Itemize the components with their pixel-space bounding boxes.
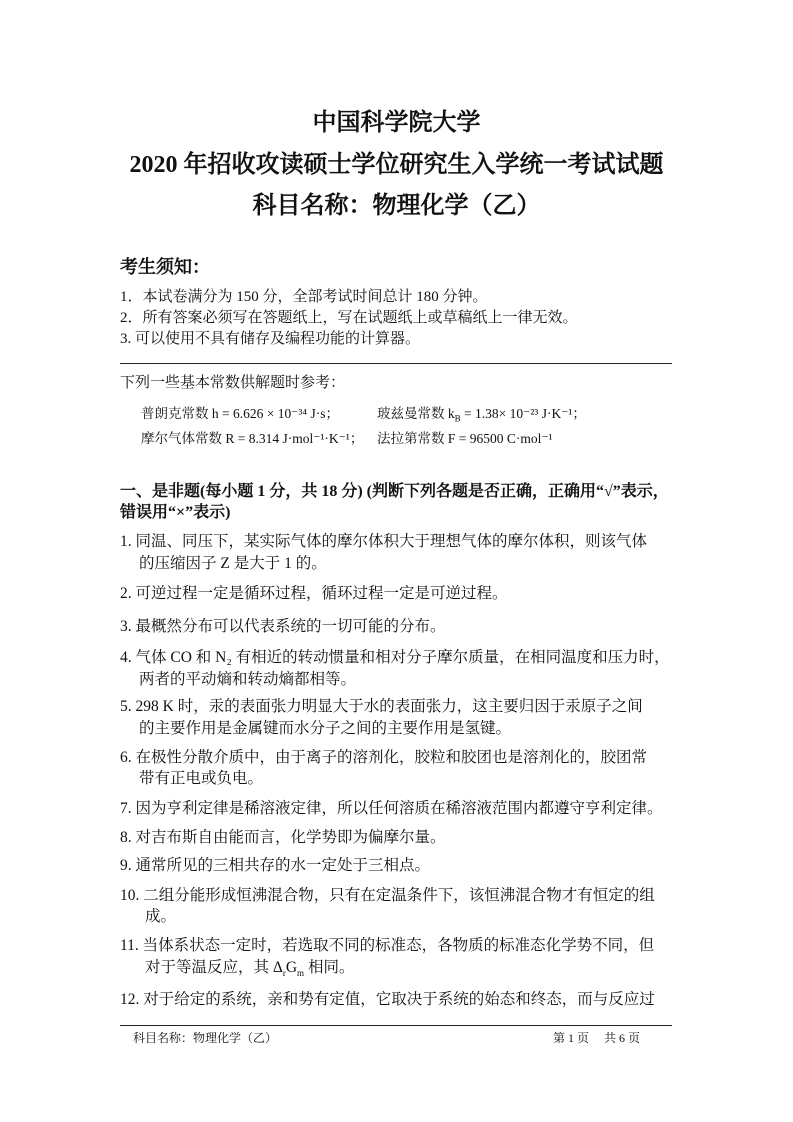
gas-constant: 摩尔气体常数 R = 8.314 J·mol⁻¹·K⁻¹；	[141, 431, 364, 446]
question-1: 1. 同温、同压下，某实际气体的摩尔体积大于理想气体的摩尔体积，则该气体	[120, 533, 648, 550]
question-6-cont: 带有正电或负电。	[139, 770, 264, 787]
question-3: 3. 最概然分布可以代表系统的一切可能的分布。	[120, 618, 446, 635]
faraday-constant: 法拉第常数 F = 96500 C·mol⁻¹	[377, 431, 553, 446]
question-10: 10. 二组分能形成恒沸混合物，只有在定温条件下，该恒沸混合物才有恒定的组	[120, 887, 655, 904]
planck-constant: 普朗克常数 h = 6.626 × 10⁻³⁴ J·s；	[141, 406, 339, 421]
subject-title: 科目名称：物理化学（乙）	[252, 193, 541, 219]
divider	[120, 363, 672, 364]
notice-item: 2．所有答案必须写在答题纸上，写在试题纸上或草稿纸上一律无效。	[120, 310, 578, 326]
question-5-cont: 的主要作用是金属键而水分子之间的主要作用是氢键。	[139, 720, 512, 737]
question-12: 12. 对于给定的系统，亲和势有定值，它取决于系统的始态和终态，而与反应过	[120, 991, 655, 1008]
section-heading: 一、是非题(每小题 1 分，共 18 分) (判断下列各题是否正确，正确用“√”表示，	[120, 483, 669, 500]
exam-title: 2020 年招收攻读硕士学位研究生入学统一考试试题	[129, 152, 664, 178]
question-4-cont: 两者的平动熵和转动熵都相等。	[139, 671, 357, 688]
question-5: 5. 298 K 时，汞的表面张力明显大于水的表面张力，这主要归因于汞原子之间	[120, 698, 643, 715]
footer-subject: 科目名称：物理化学（乙）	[133, 1031, 278, 1045]
boltzmann-label: 玻兹曼常数 k	[377, 406, 455, 421]
university-title: 中国科学院大学	[312, 110, 481, 136]
q11-text-a: 对于等温反应，其 Δ	[145, 959, 283, 976]
q11-sub-r: r	[282, 968, 286, 979]
question-11-cont	[145, 955, 354, 978]
boltzmann-sub: B	[454, 413, 461, 424]
q11-text-c: 相同。	[304, 959, 355, 976]
notice-item: 1．本试卷满分为 150 分，全部考试时间总计 180 分钟。	[120, 289, 488, 305]
question-6: 6. 在极性分散介质中，由于离子的溶剂化，胶粒和胶团也是溶剂化的，胶团常	[120, 749, 648, 766]
q11-sub-m: m	[297, 968, 305, 979]
question-2: 2. 可逆过程一定是循环过程，循环过程一定是可逆过程。	[120, 585, 508, 602]
constants-intro: 下列一些基本常数供解题时参考：	[120, 375, 346, 391]
footer-divider	[120, 1025, 672, 1026]
notice-item: 3. 可以使用不具有储存及编程功能的计算器。	[120, 331, 421, 347]
question-1-cont: 的压缩因子 Z 是大于 1 的。	[139, 555, 327, 572]
notice-heading: 考生须知：	[120, 257, 210, 277]
question-10-cont: 成。	[145, 908, 177, 925]
footer-page: 第 1 页 共 6 页	[553, 1031, 641, 1045]
q11-text-b: G	[285, 959, 298, 976]
section-heading-cont: 错误用“×”表示)	[120, 504, 231, 521]
question-9: 9. 通常所见的三相共存的水一定处于三相点。	[120, 857, 431, 874]
question-11: 11. 当体系状态一定时，若选取不同的标准态，各物质的标准态化学势不同，但	[120, 937, 655, 954]
boltzmann-constant	[377, 402, 586, 424]
question-8: 8. 对吉布斯自由能而言，化学势即为偏摩尔量。	[120, 829, 446, 846]
boltzmann-value: = 1.38× 10⁻²³ J·K⁻¹；	[460, 406, 586, 421]
question-4: 4. 气体 CO 和 N₂ 有相近的转动惯量和相对分子摩尔质量，在相同温度和压力时，	[120, 649, 670, 666]
question-7: 7. 因为亨利定律是稀溶液定律，所以任何溶质在稀溶液范围内都遵守亨利定律。	[120, 800, 663, 817]
